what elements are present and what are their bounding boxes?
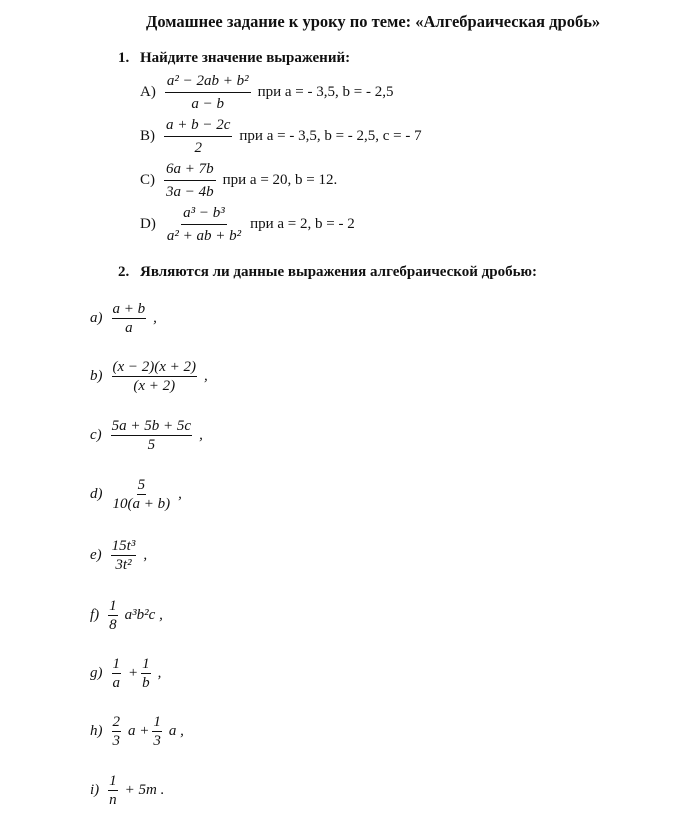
fraction: [112, 655, 122, 692]
expression-item: [90, 713, 184, 750]
item-label: A): [140, 84, 156, 100]
item-label: a): [90, 310, 103, 326]
numerator: 6a + 7b: [164, 160, 216, 181]
expression-text: ,: [204, 368, 208, 384]
fraction: [112, 476, 172, 513]
numerator: 5a + 5b + 5c: [111, 418, 192, 434]
expression-text: при a = 2, b = - 2: [250, 216, 355, 232]
expression-item: [90, 655, 161, 692]
numerator: 15t³: [111, 538, 136, 554]
item-label: h): [90, 723, 103, 739]
numerator: 1: [109, 598, 117, 614]
fraction: [112, 300, 147, 337]
expression-item: [90, 476, 182, 513]
denominator: 3: [112, 733, 120, 749]
expression-item: [90, 537, 147, 574]
item-label: f): [90, 607, 100, 623]
denominator: a² + ab + b²: [166, 228, 242, 244]
expression-item: [140, 204, 355, 245]
item-label: D): [140, 216, 156, 232]
numerator: 5: [137, 477, 146, 493]
fraction: [111, 417, 192, 454]
denominator: 2: [194, 140, 202, 156]
expression-text: при a = - 3,5, b = - 2,5: [257, 84, 394, 100]
expression-item: [90, 417, 203, 454]
expression-item: [140, 72, 393, 113]
fraction: [165, 204, 243, 245]
denominator: 5: [147, 437, 156, 453]
denominator: 3t²: [115, 557, 132, 573]
numerator: (x − 2)(x + 2): [112, 359, 197, 375]
item-label: i): [90, 782, 100, 798]
expression-text: +: [128, 665, 139, 681]
numerator: 2: [112, 714, 120, 730]
numerator: 1: [109, 773, 117, 789]
document-title: Домашнее задание к уроку по теме: «Алгебраическая дробь»: [146, 12, 601, 31]
numerator: a³ − b³: [181, 204, 227, 225]
expression-text: ,: [178, 486, 182, 502]
numerator: 1: [112, 656, 120, 672]
expression-text: ,: [157, 665, 162, 681]
expression-text: при a = 20, b = 12.: [222, 172, 338, 188]
item-label: d): [90, 486, 103, 502]
fraction: [111, 537, 137, 574]
fraction: [165, 72, 251, 113]
denominator: a − b: [191, 96, 225, 112]
denominator: 3a − 4b: [166, 184, 214, 200]
item-label: B): [140, 128, 155, 144]
numerator: a + b − 2c: [164, 116, 232, 137]
numerator: 1: [153, 714, 161, 730]
denominator: 3: [153, 733, 161, 749]
section-2-heading: [118, 264, 537, 281]
denominator: 8: [109, 617, 117, 633]
expression-text: a ,: [168, 723, 184, 739]
expression-text: ,: [199, 427, 203, 443]
fraction: [164, 160, 216, 201]
denominator: 10(a + b): [112, 496, 171, 512]
numerator: a² − 2ab + b²: [165, 72, 251, 93]
fraction: [112, 358, 198, 395]
expression-text: a³b²c ,: [124, 607, 163, 623]
expression-text: ,: [143, 547, 148, 563]
numerator: 1: [142, 656, 150, 672]
section-number: 1.: [118, 50, 130, 66]
fraction: [141, 655, 151, 692]
denominator: a: [125, 320, 133, 336]
expression-item: [140, 160, 337, 201]
expression-item: [90, 358, 208, 395]
item-label: g): [90, 665, 103, 681]
item-label: C): [140, 172, 155, 188]
section-title: Найдите значение выражений:: [140, 50, 351, 66]
fraction: [108, 772, 118, 809]
expression-text: + 5m .: [124, 782, 165, 798]
denominator: b: [142, 675, 150, 691]
section-number: 2.: [118, 264, 130, 280]
denominator: n: [109, 792, 117, 808]
expression-item: [90, 300, 157, 337]
fraction: [152, 713, 162, 750]
denominator: (x + 2): [133, 378, 176, 394]
expression-item: [140, 116, 422, 157]
expression-text: при a = - 3,5, b = - 2,5, c = - 7: [239, 128, 422, 144]
item-label: c): [90, 427, 102, 443]
expression-text: ,: [153, 310, 157, 326]
denominator: a: [112, 675, 120, 691]
item-label: b): [90, 368, 103, 384]
numerator: a + b: [112, 301, 146, 317]
fraction: [108, 597, 118, 634]
expression-item: [90, 597, 163, 634]
expression-item: [90, 772, 164, 809]
fraction: [112, 713, 122, 750]
expression-text: a +: [128, 723, 150, 739]
fraction: [164, 116, 232, 157]
section-1-heading: [118, 50, 350, 67]
section-title: Являются ли данные выражения алгебраической дробью:: [140, 264, 537, 280]
item-label: e): [90, 547, 102, 563]
